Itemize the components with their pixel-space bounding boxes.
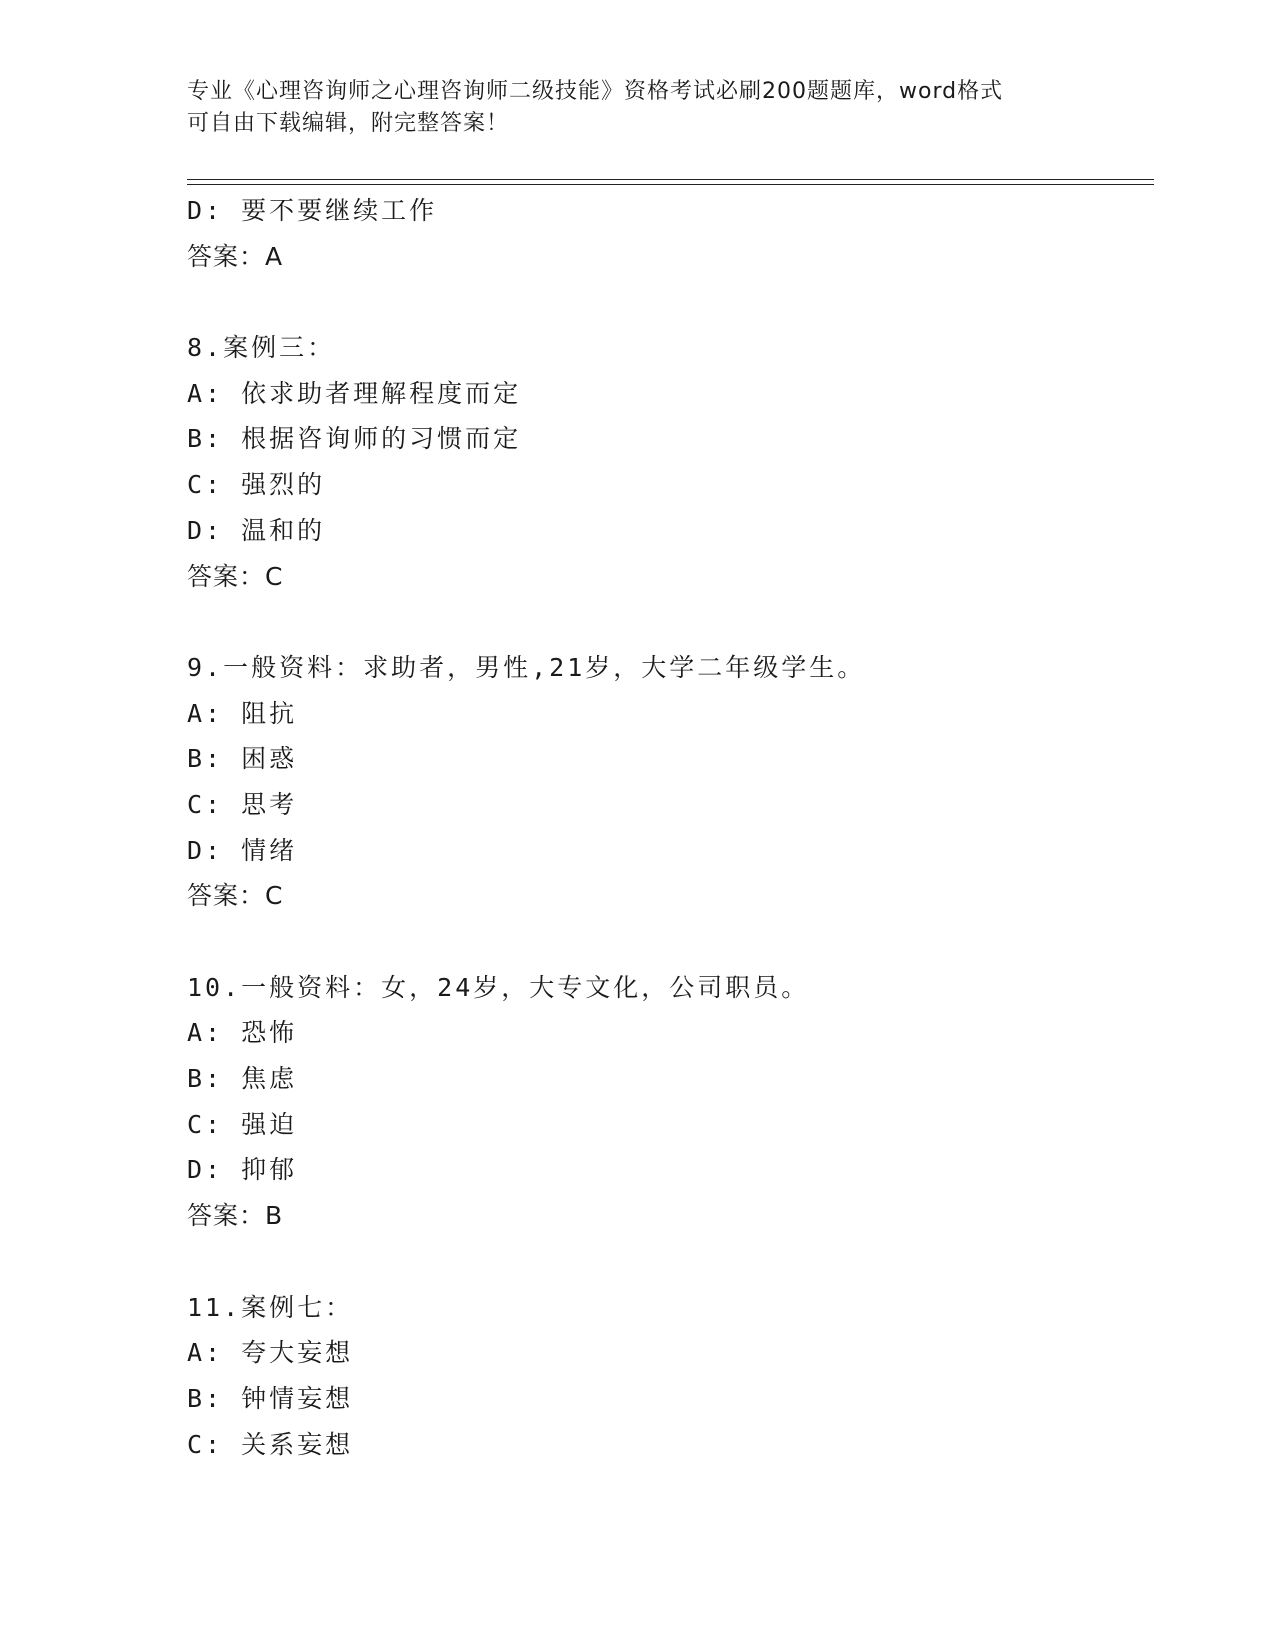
question-9 — [187, 645, 1147, 919]
question-10 — [187, 965, 1147, 1239]
question-stem: 11.案例七： — [187, 1292, 354, 1322]
option-b: B: 根据咨询师的习惯而定 — [187, 424, 522, 454]
question-8 — [187, 325, 1147, 599]
option-c: C: 思考 — [187, 789, 298, 819]
answer: 答案：A — [187, 241, 284, 271]
spacer — [187, 919, 1147, 965]
option-a: A: 依求助者理解程度而定 — [187, 378, 522, 408]
header-title-line-1: 专业《心理咨询师之心理咨询师二级技能》资格考试必刷200题题库，word格式 — [187, 79, 1004, 104]
document-header — [187, 76, 1087, 140]
option-b: B: 钟情妄想 — [187, 1383, 354, 1413]
spacer — [187, 599, 1147, 645]
question-stem: 8.案例三： — [187, 333, 336, 363]
option-b: B: 焦虑 — [187, 1064, 298, 1094]
option-d: D: 抑郁 — [187, 1155, 298, 1185]
answer: 答案：B — [187, 1201, 284, 1231]
header-divider-top — [187, 179, 1154, 180]
question-stem: 10.一般资料：女，24岁，大专文化，公司职员。 — [187, 972, 810, 1002]
option-c: C: 关系妄想 — [187, 1429, 354, 1459]
option-a: A: 阻抗 — [187, 698, 298, 728]
option-d: D: 温和的 — [187, 515, 326, 545]
spacer — [187, 279, 1147, 325]
question-stem: 9.一般资料：求助者，男性,21岁，大学二年级学生。 — [187, 652, 866, 682]
answer: 答案：C — [187, 881, 284, 911]
option-d: D: 要不要继续工作 — [187, 196, 438, 225]
spacer — [187, 1239, 1147, 1285]
question-list — [187, 188, 1147, 1467]
option-c: C: 强烈的 — [187, 470, 326, 500]
option-b: B: 困惑 — [187, 744, 298, 774]
header-title-line-2: 可自由下载编辑，附完整答案！ — [187, 111, 510, 136]
option-c: C: 强迫 — [187, 1109, 298, 1139]
answer: 答案：C — [187, 561, 284, 591]
header-divider-bottom — [187, 184, 1154, 185]
option-a: A: 恐怖 — [187, 1018, 298, 1048]
question-11 — [187, 1285, 1147, 1468]
option-a: A: 夸大妄想 — [187, 1338, 354, 1368]
option-d: D: 情绪 — [187, 835, 298, 865]
